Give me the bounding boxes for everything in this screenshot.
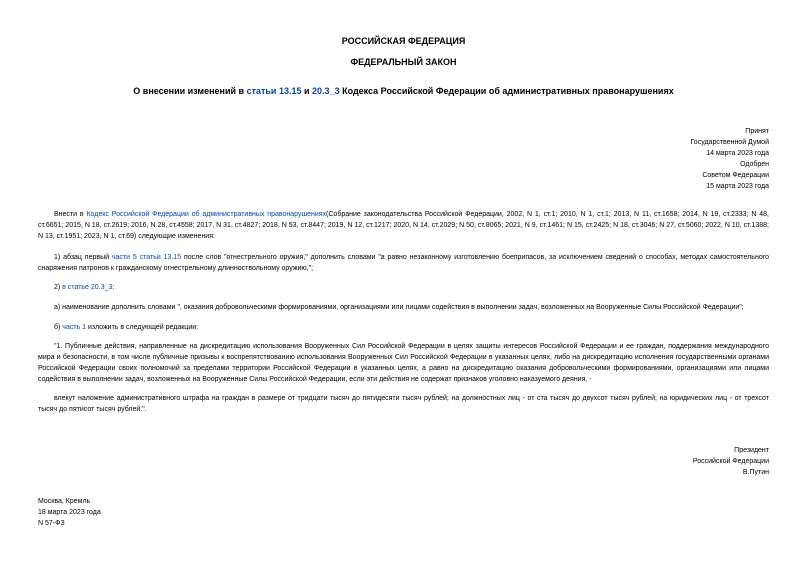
title-prefix: О внесении изменений в <box>133 86 247 96</box>
footer-line: N 57-ФЗ <box>38 520 65 527</box>
koap-link[interactable]: Кодекс Российской Федерации об административных правонарушениях <box>86 211 327 218</box>
adoption-line: Одобрен <box>740 161 769 168</box>
signature-line: Российской Федерации <box>692 458 769 465</box>
signature-block <box>569 445 769 478</box>
adoption-line: 14 марта 2023 года <box>706 150 769 157</box>
signature-line: Президент <box>734 447 769 454</box>
in-article-20-3-3-link[interactable]: в статье 20.3_3 <box>62 284 113 291</box>
adoption-line: Государственной Думой <box>690 139 769 146</box>
item-1-text: после слов "огнестрельного оружия," дополнить словами "а равно незаконному изготовлению боеприпасов, за исключением сведений о способах, методах самостоятельного снаряжения патронов к гражданскому огнестрельному длинноствольному оружию,"; <box>38 254 769 272</box>
adoption-line: Советом Федерации <box>702 172 769 179</box>
part-1-link[interactable]: часть 1 <box>62 324 87 331</box>
title-suffix: Кодекса Российской Федерации об административных правонарушениях <box>339 86 674 96</box>
title-mid: и <box>301 86 313 96</box>
adoption-line: Принят <box>745 128 769 135</box>
article-20-3-3-link[interactable]: 20.3_3 <box>312 86 340 96</box>
item-2-prefix: 2) <box>54 284 63 291</box>
footer-line: 18 марта 2023 года <box>38 509 101 516</box>
item-1-prefix: 1) абзац первый <box>54 254 112 261</box>
law-type-heading: ФЕДЕРАЛЬНЫЙ ЗАКОН <box>350 57 457 67</box>
item-2b-prefix: б) <box>54 324 63 331</box>
signature-line: В.Путин <box>742 469 769 476</box>
quote-paragraph-1: "1. Публичные действия, направленные на дискредитацию использования Вооруженных Сил Российской Федерации в целях защиты интересов Российской Федерации и ее граждан, поддержания международного мира и безопасности, в том числе публичные призывы к воспрепятствованию использования Вооруженных Сил Российской Федерации в указанных целях, либо на дискредитацию исполнения государственными органами Российской Федерации своих полномочий за пределами территории Российской Федерации в указанных целях, а равно на дискредитацию оказания добровольческими формированиями, организациями или лицами содействия в выполнении задач, возложенных на Вооруженные Силы Российской Федерации, если эти действия не содержат признаков уголовно наказуемого деяния, - <box>38 343 769 383</box>
item-2-paragraph <box>38 282 769 293</box>
adoption-line: 15 марта 2023 года <box>706 183 769 190</box>
item-2a-paragraph: а) наименование дополнить словами ", оказания добровольческими формированиями, организациями или лицами содействия в выполнении задач, возложенных на Вооруженные Силы Российской Федерации"; <box>54 304 744 311</box>
article-13-15-link[interactable]: статьи 13.15 <box>246 86 302 96</box>
part-5-article-13-15-link[interactable]: части 5 статьи 13.15 <box>111 254 182 261</box>
item-2b-paragraph <box>38 322 769 333</box>
item-2-suffix: : <box>112 284 115 291</box>
adoption-block <box>569 126 769 192</box>
footer-block <box>38 496 238 529</box>
footer-line: Москва, Кремль <box>38 498 91 505</box>
country-heading: РОССИЙСКАЯ ФЕДЕРАЦИЯ <box>341 36 466 46</box>
intro-paragraph <box>38 209 769 242</box>
item-2b-text: изложить в следующей редакции: <box>86 324 199 331</box>
quote-paragraph-2: влекут наложение административного штрафа на граждан в размере от тридцати тысяч до пятидесяти тысяч рублей; на должностных лиц - от ста тысяч до двухсот тысяч рублей; на юридических лиц - от трехсот тысяч до пятисот тысяч рублей.". <box>38 395 769 413</box>
law-title <box>0 86 807 96</box>
intro-prefix: Внести в <box>54 211 87 218</box>
item-1-paragraph <box>38 252 769 274</box>
intro-text: (Собрание законодательства Российской Федерации, 2002, N 1, ст.1; 2010, N 1, ст.1; 2013, N 11, ст.1658; 2014, N 19, ст.2333; N 48, ст.6651; 2015, N 18, ст.2619; 2016, N 28, ст.4558; 2017, N 31, ст.4827; 2018, N 53, ст.8447; 2019, N 12, ст.1217; 2020, N 14, ст.2029; N 50, ст.8065; 2021, N 9, ст.1461; N 15, ст.2425; N 18, ст.3046; N 27, ст.5060; 2022, N 10, ст.1388; N 13, ст.1951; 2023, N 1, ст.69) следующие изменения: <box>38 211 769 240</box>
